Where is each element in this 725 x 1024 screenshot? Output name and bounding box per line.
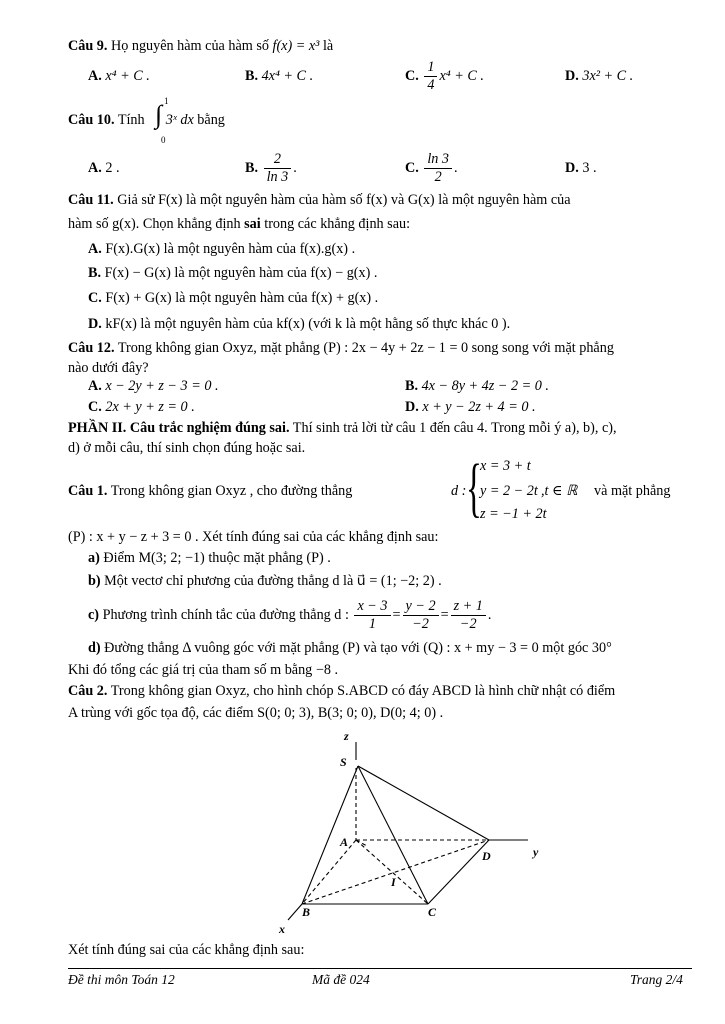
option-key: B. bbox=[245, 68, 259, 84]
q12-line1 bbox=[68, 338, 614, 358]
q12-option-c[interactable] bbox=[88, 397, 195, 417]
q9-stem bbox=[68, 36, 333, 56]
option-value: 2x + y + z = 0 . bbox=[105, 399, 195, 415]
c1-text: Trong không gian Oxyz , cho đường thẳng bbox=[110, 483, 353, 499]
option-value: 2 . bbox=[105, 160, 120, 176]
c2-line1 bbox=[68, 681, 615, 701]
q9-c-fraction: $\frac{1}{4}$ bbox=[424, 59, 437, 94]
q11-option-d[interactable] bbox=[88, 314, 510, 334]
option-value: x⁴ + C . bbox=[439, 68, 484, 84]
vertex-d-label: D bbox=[482, 849, 491, 863]
axis-y-label: y bbox=[533, 845, 539, 859]
q10-option-d[interactable] bbox=[565, 158, 597, 178]
option-key: B. bbox=[405, 378, 419, 394]
option-value: kF(x) là một nguyên hàm của kf(x) (với k là một hằng số thực khác 0 ). bbox=[105, 316, 511, 332]
option-key: D. bbox=[405, 399, 419, 415]
statement-key: b) bbox=[88, 573, 101, 589]
option-key: C. bbox=[405, 68, 419, 84]
option-value: x − 2y + z − 3 = 0 . bbox=[105, 378, 219, 394]
c1-line2: (P) : x + y − z + 3 = 0 . Xét tính đúng sai của các khẳng định sau: bbox=[68, 529, 439, 545]
q11-text-2a: hàm số g(x). Chọn khẳng định bbox=[68, 216, 245, 232]
q9-func: f(x) = x³ bbox=[272, 38, 320, 54]
option-key: B. bbox=[245, 160, 259, 176]
option-value: x + y − 2z + 4 = 0 . bbox=[422, 399, 536, 415]
q9-option-a[interactable] bbox=[88, 66, 150, 86]
c1-frac-3: $\frac{z + 1}{-2}$ bbox=[451, 598, 486, 633]
c1-line-name: d : bbox=[451, 483, 467, 499]
vertex-s-label: S bbox=[340, 755, 347, 769]
statement-key: a) bbox=[88, 550, 100, 566]
q11-text-2b: sai bbox=[244, 216, 261, 232]
c2-after: Xét tính đúng sai của các khẳng định sau: bbox=[68, 942, 305, 958]
option-key: A. bbox=[88, 378, 102, 394]
q12-label: Câu 12. bbox=[68, 340, 115, 356]
vertex-b-label: B bbox=[302, 905, 311, 919]
integral-sign: ∫ bbox=[155, 100, 163, 129]
c1-statement-d[interactable] bbox=[88, 638, 612, 658]
c1-statement-c[interactable]: c) Phương trình chính tắc của đường thẳng d : $\frac{x - 3}{1}$ = $\frac{y - 2}{-2}$ = $\frac{z + 1}{-2}$ . bbox=[88, 598, 492, 633]
option-key: A. bbox=[88, 68, 102, 84]
option-value: F(x) + G(x) là một nguyên hàm của f(x) + g(x) . bbox=[105, 290, 379, 306]
q10-integrand: 3ˣ dx bbox=[165, 112, 194, 128]
footer-center: Mã đề 024 bbox=[312, 972, 370, 987]
q12-option-d[interactable] bbox=[405, 397, 536, 417]
c1-sys-y: y = 2 − 2t bbox=[480, 483, 538, 499]
c2-label: Câu 2. bbox=[68, 683, 108, 699]
q9-option-b[interactable] bbox=[245, 66, 313, 86]
c1-stem bbox=[68, 481, 352, 501]
q10-label: Câu 10. bbox=[68, 112, 115, 128]
q11-option-a[interactable] bbox=[88, 239, 355, 259]
q11-line2 bbox=[68, 214, 410, 234]
option-value: . bbox=[293, 160, 297, 176]
c1-cond: ,t ∈ ℝ bbox=[541, 483, 578, 499]
part2-line1 bbox=[68, 418, 617, 438]
statement-text: Một vectơ chỉ phương của đường thẳng d là u⃗ = (1; −2; 2) . bbox=[100, 573, 442, 589]
option-value: x⁴ + C . bbox=[105, 68, 150, 84]
q10-text: Tính bbox=[117, 112, 145, 128]
c1-statement-a[interactable] bbox=[88, 548, 331, 568]
option-value: F(x).G(x) là một nguyên hàm của f(x).g(x) . bbox=[105, 241, 356, 257]
q10-upper-limit: 1 bbox=[164, 96, 169, 106]
axis-z-label: z bbox=[344, 729, 349, 743]
brace-icon: { bbox=[466, 451, 482, 524]
c1-statement-d-2: Khi đó tổng các giá trị của tham số m bằng −8 . bbox=[68, 662, 339, 678]
option-value: 3 . bbox=[582, 160, 597, 176]
part2-title: PHẦN II. Câu trắc nghiệm đúng sai. bbox=[68, 420, 290, 436]
option-key: A. bbox=[88, 241, 102, 257]
q12-option-b[interactable] bbox=[405, 376, 549, 396]
option-key: B. bbox=[88, 265, 102, 281]
footer-divider bbox=[68, 968, 692, 969]
q12-text-1: Trong không gian Oxyz, mặt phẳng (P) : 2x − 4y + 2z − 1 = 0 song song với mặt phẳng bbox=[117, 340, 614, 356]
q10-option-c[interactable] bbox=[405, 150, 458, 186]
point-i-label: I bbox=[391, 875, 396, 889]
option-key: D. bbox=[565, 68, 579, 84]
footer-right: Trang 2/4 bbox=[630, 972, 683, 987]
q9-label: Câu 9. bbox=[68, 38, 108, 54]
statement-text: Điểm M(3; 2; −1) thuộc mặt phẳng (P) . bbox=[99, 550, 331, 566]
q11-text-2c: trong các khẳng định sau: bbox=[260, 216, 411, 232]
option-value: 3x² + C . bbox=[582, 68, 634, 84]
q9-tail: là bbox=[322, 38, 334, 54]
statement-text: Đường thẳng Δ vuông góc với mặt phẳng (P) và tạo với (Q) : x + my − 3 = 0 một góc 30° bbox=[100, 640, 612, 656]
statement-key: d) bbox=[88, 640, 101, 656]
c1-frac-2: $\frac{y - 2}{-2}$ bbox=[403, 598, 439, 633]
option-key: D. bbox=[88, 316, 102, 332]
option-value: F(x) − G(x) là một nguyên hàm của f(x) − g(x) . bbox=[104, 265, 378, 281]
option-key: C. bbox=[88, 399, 102, 415]
vertex-a-label: A bbox=[340, 835, 349, 849]
c1-frac-1: $\frac{x - 3}{1}$ bbox=[354, 598, 390, 633]
option-value: 4x − 8y + 4z − 2 = 0 . bbox=[421, 378, 549, 394]
q10-option-a[interactable] bbox=[88, 158, 120, 178]
option-value: . bbox=[454, 160, 458, 176]
q11-option-b[interactable] bbox=[88, 263, 377, 283]
c1-tail: và mặt phẳng bbox=[594, 483, 671, 499]
q11-option-c[interactable] bbox=[88, 288, 378, 308]
q9-text: Họ nguyên hàm của hàm số bbox=[110, 38, 269, 54]
q10-stem bbox=[68, 110, 225, 130]
q11-text-1: Giả sử F(x) là một nguyên hàm của hàm số f(x) và G(x) là một nguyên hàm của bbox=[117, 192, 571, 208]
c1-statement-b[interactable] bbox=[88, 571, 442, 591]
c2-line2: A trùng với gốc tọa độ, các điểm S(0; 0; 3), B(3; 0; 0), D(0; 4; 0) . bbox=[68, 705, 444, 721]
option-key: A. bbox=[88, 160, 102, 176]
q9-option-c[interactable] bbox=[405, 58, 484, 94]
vertex-c-label: C bbox=[428, 905, 437, 919]
option-key: C. bbox=[405, 160, 419, 176]
q9-option-d[interactable] bbox=[565, 66, 633, 86]
option-key: D. bbox=[565, 160, 579, 176]
q10-option-b[interactable] bbox=[245, 150, 297, 186]
q10-c-fraction: $\frac{\ln 3}{2}$ bbox=[424, 151, 452, 186]
c1-sys-x: x = 3 + t bbox=[480, 458, 531, 474]
c1-label: Câu 1. bbox=[68, 483, 108, 499]
q11-label: Câu 11. bbox=[68, 192, 114, 208]
q11-line1 bbox=[68, 190, 571, 210]
q10-b-fraction: $\frac{2}{\ln 3}$ bbox=[264, 151, 292, 186]
option-value: 4x⁴ + C . bbox=[261, 68, 314, 84]
axis-x-label: x bbox=[279, 922, 285, 936]
c2-text-1: Trong không gian Oxyz, cho hình chóp S.ABCD có đáy ABCD là hình chữ nhật có điểm bbox=[107, 683, 616, 699]
q10-lower-limit: 0 bbox=[161, 135, 166, 145]
q12-option-a[interactable] bbox=[88, 376, 219, 396]
statement-text: Phương trình chính tắc của đường thẳng d : bbox=[99, 607, 349, 623]
option-key: C. bbox=[88, 290, 102, 306]
pyramid-figure bbox=[280, 728, 540, 938]
statement-key: c) bbox=[88, 607, 100, 623]
c1-sys-z: z = −1 + 2t bbox=[480, 506, 547, 522]
part2-line2: d) ở mỗi câu, thí sinh chọn đúng hoặc sai. bbox=[68, 440, 306, 456]
footer-left: Đề thi môn Toán 12 bbox=[68, 972, 175, 987]
q10-tail: bằng bbox=[197, 112, 225, 128]
q12-line2: nào dưới đây? bbox=[68, 360, 149, 376]
part2-text-1: Thí sinh trả lời từ câu 1 đến câu 4. Trong mỗi ý a), b), c), bbox=[289, 420, 617, 436]
